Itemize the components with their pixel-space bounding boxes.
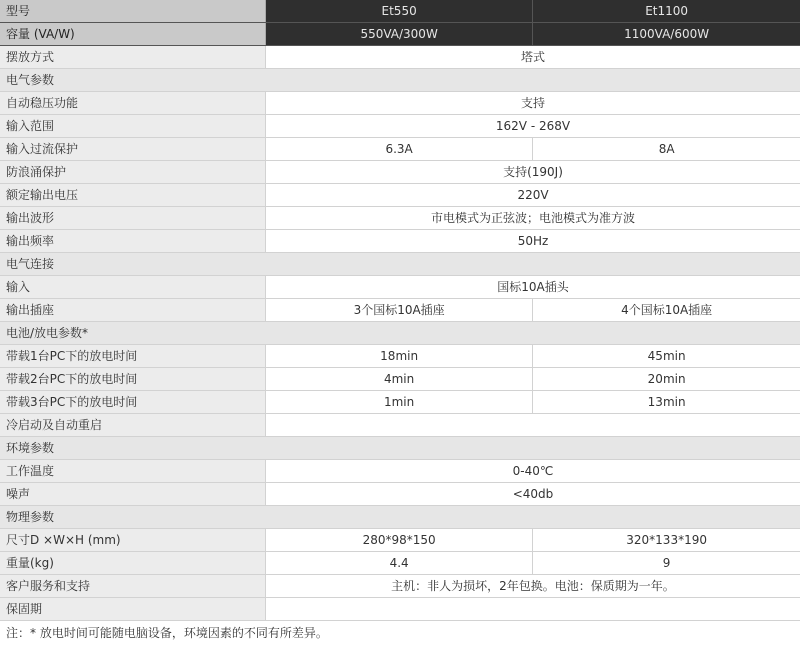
section-electrical-params bbox=[0, 69, 800, 92]
discharge-1pc-label: 带载1台PC下的放电时间 bbox=[0, 345, 266, 368]
model-et1100: Et1100 bbox=[533, 0, 800, 23]
section-environment-label: 环境参数 bbox=[0, 437, 800, 460]
input-plug-row bbox=[0, 276, 800, 299]
overcurrent-row bbox=[0, 138, 800, 161]
section-battery-params bbox=[0, 322, 800, 345]
output-socket-row bbox=[0, 299, 800, 322]
noise-row bbox=[0, 483, 800, 506]
discharge-3pc-et550: 1min bbox=[266, 391, 533, 414]
cold-start-row bbox=[0, 414, 800, 437]
input-range-label: 输入范围 bbox=[0, 115, 266, 138]
section-electrical-connection-label: 电气连接 bbox=[0, 253, 800, 276]
rated-voltage-row bbox=[0, 184, 800, 207]
input-range-value: 162V - 268V bbox=[266, 115, 800, 138]
model-et550: Et550 bbox=[266, 0, 533, 23]
footnote: 注：* 放电时间可能随电脑设备，环境因素的不同有所差异。 bbox=[0, 621, 800, 645]
weight-row bbox=[0, 552, 800, 575]
placement-value: 塔式 bbox=[266, 46, 800, 69]
output-socket-label: 输出插座 bbox=[0, 299, 266, 322]
discharge-2pc-et1100: 20min bbox=[533, 368, 800, 391]
frequency-row bbox=[0, 230, 800, 253]
overcurrent-et1100: 8A bbox=[533, 138, 800, 161]
size-row bbox=[0, 529, 800, 552]
discharge-2pc-et550: 4min bbox=[266, 368, 533, 391]
weight-label: 重量(kg) bbox=[0, 552, 266, 575]
surge-row bbox=[0, 161, 800, 184]
section-electrical-connection bbox=[0, 253, 800, 276]
discharge-2pc-row bbox=[0, 368, 800, 391]
section-environment bbox=[0, 437, 800, 460]
model-row bbox=[0, 0, 800, 23]
avr-label: 自动稳压功能 bbox=[0, 92, 266, 115]
service-value: 主机：非人为损坏，2年包换。电池：保质期为一年。 bbox=[266, 575, 800, 598]
section-physical bbox=[0, 506, 800, 529]
discharge-1pc-et550: 18min bbox=[266, 345, 533, 368]
discharge-1pc-row bbox=[0, 345, 800, 368]
capacity-et1100: 1100VA/600W bbox=[533, 23, 800, 46]
cold-start-label: 冷启动及自动重启 bbox=[0, 414, 266, 437]
frequency-label: 输出频率 bbox=[0, 230, 266, 253]
waveform-value: 市电模式为正弦波；电池模式为准方波 bbox=[266, 207, 800, 230]
temperature-value: 0-40℃ bbox=[266, 460, 800, 483]
size-label: 尺寸D ×W×H (mm) bbox=[0, 529, 266, 552]
section-battery-params-label: 电池/放电参数* bbox=[0, 322, 800, 345]
cold-start-value bbox=[266, 414, 800, 437]
discharge-3pc-label: 带载3台PC下的放电时间 bbox=[0, 391, 266, 414]
output-socket-et550: 3个国标10A插座 bbox=[266, 299, 533, 322]
section-electrical-params-label: 电气参数 bbox=[0, 69, 800, 92]
waveform-label: 输出波形 bbox=[0, 207, 266, 230]
avr-row bbox=[0, 92, 800, 115]
capacity-label: 容量 (VA/W) bbox=[0, 23, 266, 46]
placement-label: 摆放方式 bbox=[0, 46, 266, 69]
weight-et1100: 9 bbox=[533, 552, 800, 575]
service-row bbox=[0, 575, 800, 598]
rated-voltage-label: 额定输出电压 bbox=[0, 184, 266, 207]
model-label: 型号 bbox=[0, 0, 266, 23]
warranty-label: 保固期 bbox=[0, 598, 266, 621]
noise-label: 噪声 bbox=[0, 483, 266, 506]
input-plug-value: 国标10A插头 bbox=[266, 276, 800, 299]
capacity-row bbox=[0, 23, 800, 46]
capacity-et550: 550VA/300W bbox=[266, 23, 533, 46]
warranty-value bbox=[266, 598, 800, 621]
temperature-row bbox=[0, 460, 800, 483]
surge-value: 支持(190J) bbox=[266, 161, 800, 184]
overcurrent-et550: 6.3A bbox=[266, 138, 533, 161]
surge-label: 防浪涌保护 bbox=[0, 161, 266, 184]
discharge-1pc-et1100: 45min bbox=[533, 345, 800, 368]
weight-et550: 4.4 bbox=[266, 552, 533, 575]
overcurrent-label: 输入过流保护 bbox=[0, 138, 266, 161]
discharge-2pc-label: 带载2台PC下的放电时间 bbox=[0, 368, 266, 391]
noise-value: <40db bbox=[266, 483, 800, 506]
section-physical-label: 物理参数 bbox=[0, 506, 800, 529]
discharge-3pc-row bbox=[0, 391, 800, 414]
frequency-value: 50Hz bbox=[266, 230, 800, 253]
output-socket-et1100: 4个国标10A插座 bbox=[533, 299, 800, 322]
avr-value: 支持 bbox=[266, 92, 800, 115]
service-label: 客户服务和支持 bbox=[0, 575, 266, 598]
discharge-3pc-et1100: 13min bbox=[533, 391, 800, 414]
input-range-row bbox=[0, 115, 800, 138]
waveform-row bbox=[0, 207, 800, 230]
warranty-row bbox=[0, 598, 800, 621]
temperature-label: 工作温度 bbox=[0, 460, 266, 483]
size-et550: 280*98*150 bbox=[266, 529, 533, 552]
input-plug-label: 输入 bbox=[0, 276, 266, 299]
size-et1100: 320*133*190 bbox=[533, 529, 800, 552]
rated-voltage-value: 220V bbox=[266, 184, 800, 207]
placement-row bbox=[0, 46, 800, 69]
